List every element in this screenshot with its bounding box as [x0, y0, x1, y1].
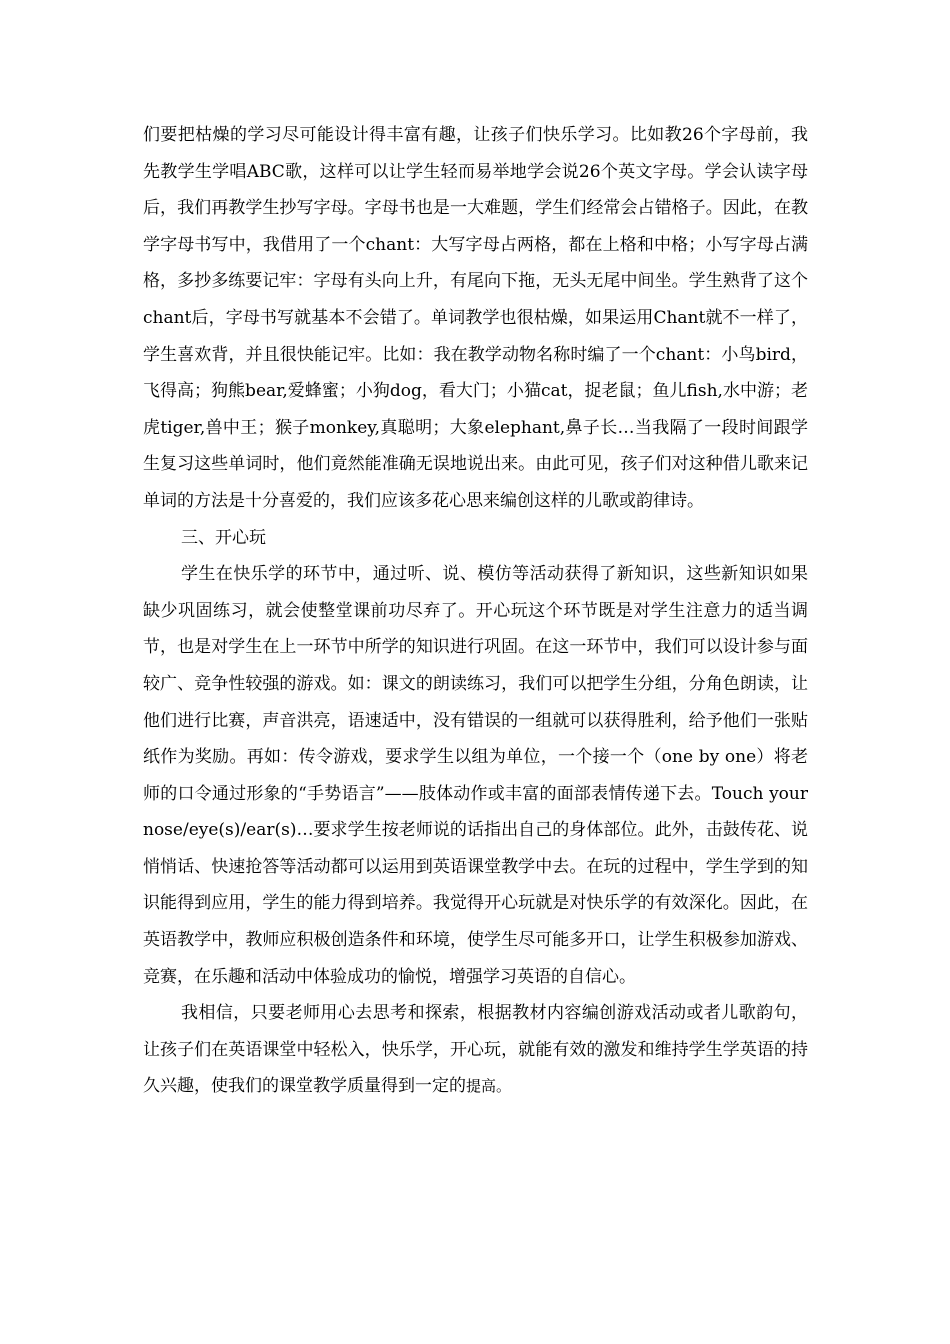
conclusion-tail: 提高。 — [466, 1077, 512, 1096]
section-heading: 三、开心玩 — [181, 527, 266, 548]
document-page — [143, 117, 808, 1105]
paragraph-continuation: 们要把枯燥的学习尽可能设计得丰富有趣，让孩子们快乐学习。比如教26个字母前，我先教学生学唱ABC歌，这样可以让学生轻而易举地学会说26个英文字母。学会认读字母后，我们再教学生抄写字母。字母书也是一大难题，学生们经常会占错格子。因此，在教学字母书写中，我借用了一个chant：大写字母占两格，都在上格和中格；小写字母占满格，多抄多练要记牢：字母有头向上升，有尾向下拖，无头无尾中间坐。学生熟背了这个chant后，字母书写就基本不会错了。单词教学也很枯燥，如果运用Chant就不一样了，学生喜欢背，并且很快能记牢。比如：我在教学动物名称时编了一个chant：小鸟bird，飞得高；狗熊bear,爱蜂蜜；小狗dog，看大门；小猫cat，捉老鼠；鱼儿fish,水中游；老虎tiger,兽中王；猴子monkey,真聪明；大象elephant,鼻子长…当我隔了一段时间跟学生复习这些单词时，他们竟然能准确无误地说出来。由此可见，孩子们对这种借儿歌来记单词的方法是十分喜爱的，我们应该多花心思来编创这样的儿歌或韵律诗。 — [143, 125, 808, 511]
conclusion-text: 我相信，只要老师用心去思考和探索，根据教材内容编创游戏活动或者儿歌韵句，让孩子们在英语课堂中轻松入，快乐学，开心玩，就能有效的激发和维持学生学英语的持久兴趣，使我们的课堂教学质量得到一定的 — [143, 1003, 808, 1097]
paragraph-conclusion — [143, 995, 808, 1105]
paragraph-happy-play: 学生在快乐学的环节中，通过听、说、模仿等活动获得了新知识，这些新知识如果缺少巩固练习，就会使整堂课前功尽弃了。开心玩这个环节既是对学生注意力的适当调节，也是对学生在上一环节中所学的知识进行巩固。在这一环节中，我们可以设计参与面较广、竞争性较强的游戏。如：课文的朗读练习，我们可以把学生分组，分角色朗读，让他们进行比赛，声音洪亮，语速适中，没有错误的一组就可以获得胜利，给予他们一张贴纸作为奖励。再如：传令游戏，要求学生以组为单位，一个接一个（one by one）将老师的口令通过形象的“手势语言”——肢体动作或丰富的面部表情传递下去。Touch your nose/eye(s)/ear(s)…要求学生按老师说的话指出自己的身体部位。此外，击鼓传花、说悄悄话、快速抢答等活动都可以运用到英语课堂教学中去。在玩的过程中，学生学到的知识能得到应用，学生的能力得到培养。我觉得开心玩就是对快乐学的有效深化。因此，在英语教学中，教师应积极创造条件和环境，使学生尽可能多开口，让学生积极参加游戏、竞赛，在乐趣和活动中体验成功的愉悦，增强学习英语的自信心。 — [143, 564, 808, 987]
